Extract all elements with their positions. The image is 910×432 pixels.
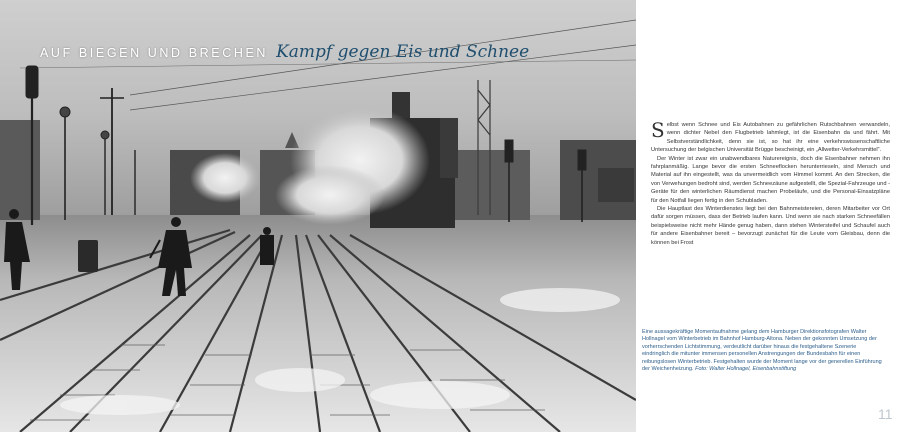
- drop-cap: S: [651, 118, 665, 142]
- caption-credit: Foto: Walter Hollnagel, Eisenbahnstiftung: [695, 366, 797, 373]
- body-paragraph-1: [651, 118, 890, 155]
- body-paragraph-2: Der Winter ist zwar ein unabwendbares Naturereignis, doch die Eisenbahner nehmen ihn fahrplanmäßig. Lange bevor die ersten Schneeflocken herunterrieseln, sind Mensch und Material auf ihn eingestellt, was da unvermeidlich vom Himmel kommt. An den Strecken, die von Verwehungen bedroht sind, werden Schneezäune aufgestellt, die Spezial-Fahrzeuge und -Geräte für den winterlichen Räumdienst machen Probeläufe, und die Personal-Einsatzpläne für den Notfall liegen fertig in den Schubladen.: [651, 155, 890, 204]
- body-paragraph-3: Die Hauptlast des Winterdienstes liegt bei den Bahnmeistereien, deren Mitarbeiter vor Ort dafür sorgen müssen, dass der Betrieb laufen kann. Und wenn sie nach starken Schneefällen beispielsweise nicht mehr Hände genug haben, dann stehen Wintersteifel und Schaufel auch für andere Eisenbahner bereit – bevorzugt zunächst für die Leute vom Gleisbau, denn die können bei Frost: [651, 206, 890, 246]
- page-number: 11: [878, 406, 893, 422]
- photo-caption: [642, 329, 882, 373]
- headline-title: Kampf gegen Eis und Schnee: [276, 42, 530, 62]
- caption-text: Eine aussagekräftige Momentaufnahme gelang dem Hamburger Direktionsfotografen Walter Hollnagel vom Winterbetrieb im Bahnhof Hamburg-Altona. Neben der gekonnten Umsetzung der vorherrschenden Lichtstimmung, verdeutlicht darüber hinaus die festgehaltene Szenerie eindringlich die mitunter immensen personellen Anstrengungen der Bundesbahn für einen reibungslosen Winterbetrieb. Festgehalten wurde der Moment lange vor der generellen Einführung der Weichenheizung.: [642, 329, 882, 373]
- headline: [40, 42, 529, 66]
- headline-kicker: AUF BIEGEN UND BRECHEN: [40, 46, 269, 60]
- body-paragraph-1-text: elbst wenn Schnee und Eis Autobahnen zu gefährlichen Rutschbahnen verwandeln, wenn dichter Nebel den Flugbetrieb lahmlegt, ist die Eisenbahn da und fährt. Mit Selbstverständlichkeit, denn sie ist, so hat ihr eine verkehrswissenschaftliche Untersuchung der belgischen Universität Brügge bescheinigt, ein „Allwetter-Verkehrsmittel“.: [651, 122, 890, 154]
- body-text-column: [651, 118, 890, 247]
